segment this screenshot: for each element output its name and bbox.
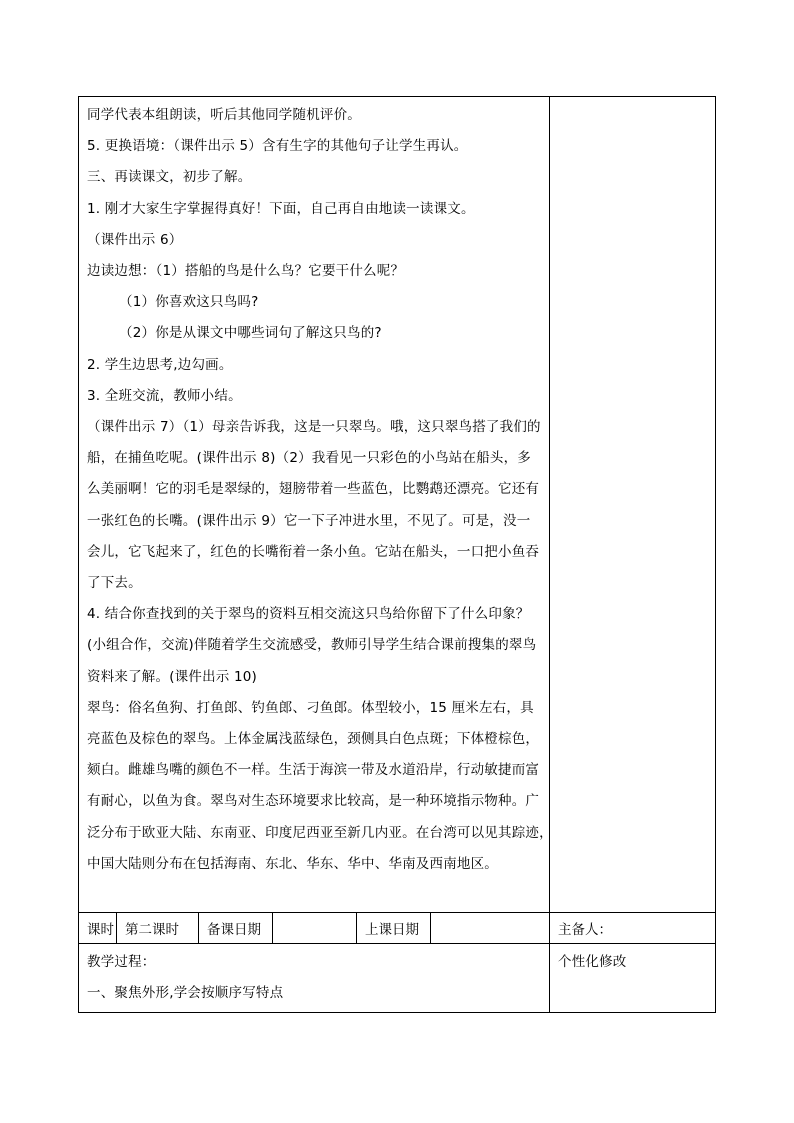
zhubei-person-label: 主备人： bbox=[550, 913, 716, 944]
personal-edit-cell bbox=[550, 944, 716, 1013]
content-line: （1）你喜欢这只鸟吗? bbox=[119, 294, 259, 311]
keshi-value: 第二课时 bbox=[117, 913, 199, 944]
content-line: 中国大陆则分布在包括海南、东北、华东、华中、华南及西南地区。 bbox=[87, 855, 498, 872]
content-line: 有耐心，以鱼为食。翠鸟对生态环境要求比较高，是一种环境指示物种。广 bbox=[87, 793, 540, 810]
content-row bbox=[79, 97, 716, 913]
content-line: 3. 全班交流，教师小结。 bbox=[87, 387, 242, 404]
shangke-date-value bbox=[431, 913, 550, 944]
process-label: 教学过程： bbox=[87, 954, 156, 970]
personal-notes-cell bbox=[550, 97, 716, 913]
content-line: 亮蓝色及棕色的翠鸟。上体金属浅蓝绿色，颈侧具白色点斑；下体橙棕色， bbox=[87, 731, 540, 748]
personal-edit-label: 个性化修改 bbox=[558, 954, 627, 970]
content-line: 一张红色的长嘴。(课件出示 9）它一下子冲进水里，不见了。可是，没一 bbox=[87, 512, 531, 529]
content-line: 泛分布于欧亚大陆、东南亚、印度尼西亚至新几内亚。在台湾可以见其踪迹， bbox=[87, 824, 553, 841]
meta-row bbox=[79, 913, 716, 944]
content-line: 三、再读课文，初步了解。 bbox=[87, 169, 252, 186]
content-line: 边读边想：（1）搭船的鸟是什么鸟？它要干什么呢？ bbox=[87, 263, 405, 280]
content-line: 颏白。雌雄鸟嘴的颜色不一样。生活于海滨一带及水道沿岸，行动敏捷而富 bbox=[87, 762, 540, 779]
content-line: 资料来了解。(课件出示 10) bbox=[87, 668, 258, 685]
shangke-date-label: 上课日期 bbox=[357, 913, 431, 944]
content-line: （2）你是从课文中哪些词句了解这只鸟的? bbox=[119, 325, 382, 342]
beike-date-value bbox=[273, 913, 357, 944]
content-line: （课件出示 7）（1）母亲告诉我，这是一只翠鸟。哦，这只翠鸟搭了我们的 bbox=[87, 419, 541, 436]
content-line: 么美丽啊！它的羽毛是翠绿的，翅膀带着一些蓝色，比鹦鹉还漂亮。它还有 bbox=[87, 481, 540, 498]
lesson-plan-table bbox=[78, 96, 716, 1013]
content-line: 翠鸟：俗名鱼狗、打鱼郎、钓鱼郎、刁鱼郎。体型较小，15 厘米左右，具 bbox=[87, 699, 534, 716]
teaching-content-cell bbox=[79, 97, 553, 913]
content-line: 同学代表本组朗读，听后其他同学随机评价。 bbox=[87, 107, 361, 123]
content-line: (小组合作，交流)伴随着学生交流感受，教师引导学生结合课前搜集的翠鸟 bbox=[87, 637, 537, 654]
content-line: 船，在捕鱼吃呢。(课件出示 8)（2）我看见一只彩色的小鸟站在船头，多 bbox=[87, 450, 532, 467]
content-line: （课件出示 6） bbox=[87, 231, 183, 248]
keshi-label: 课时 bbox=[79, 913, 117, 944]
lesson-plan-document bbox=[78, 96, 715, 1013]
beike-date-label: 备课日期 bbox=[199, 913, 273, 944]
content-line: 1. 刚才大家生字掌握得真好！下面，自己再自由地读一读课文。 bbox=[87, 200, 475, 217]
content-line: 5. 更换语境：（课件出示 5）含有生字的其他句子让学生再认。 bbox=[87, 138, 468, 155]
process-row bbox=[79, 944, 716, 1013]
content-line: 了下去。 bbox=[87, 575, 142, 592]
content-line: 2. 学生边思考,边勾画。 bbox=[87, 356, 233, 373]
content-line: 会儿，它飞起来了，红色的长嘴衔着一条小鱼。它站在船头，一口把小鱼吞 bbox=[87, 543, 540, 560]
content-line: 4. 结合你查找到的关于翠鸟的资料互相交流这只鸟给你留下了什么印象？ bbox=[87, 606, 530, 623]
teaching-process-cell bbox=[79, 944, 550, 1013]
process-first-line: 一、聚焦外形,学会按顺序写特点 bbox=[87, 985, 284, 1001]
